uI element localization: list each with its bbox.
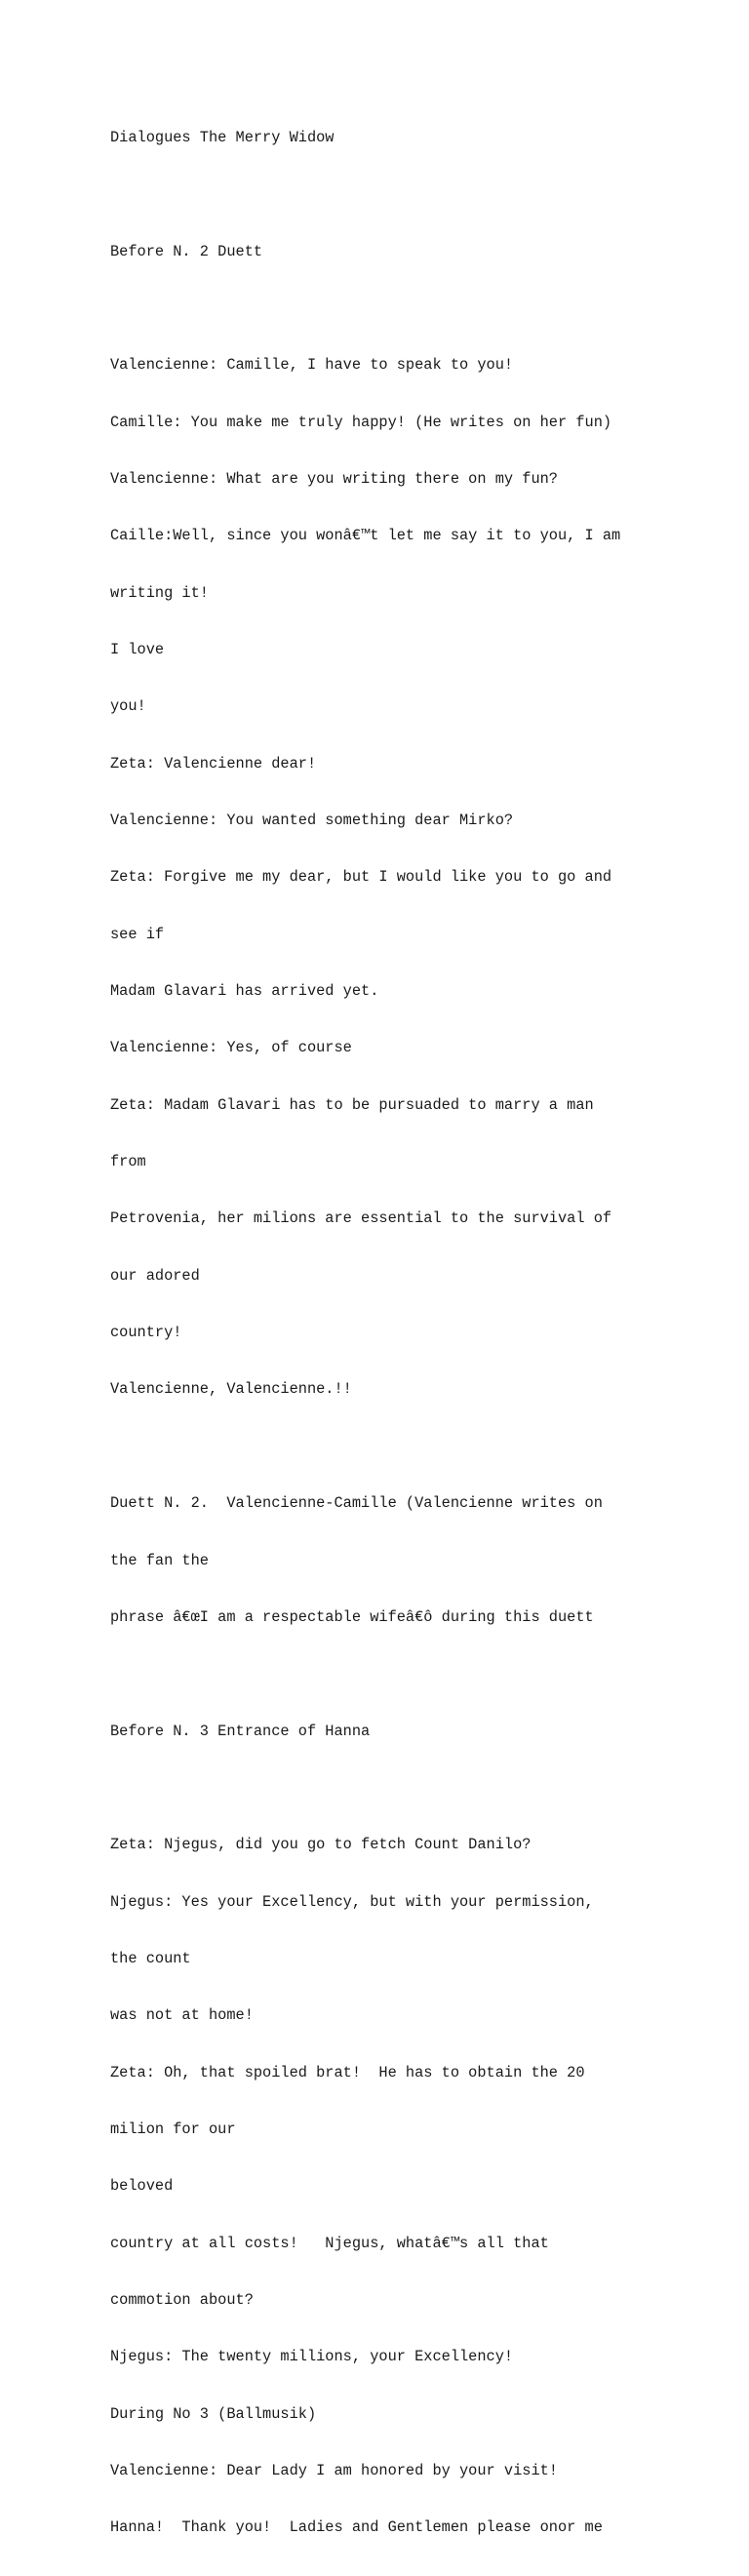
- document-body: [110, 91, 734, 2576]
- dialogue-line: Hanna! Thank you! Ladies and Gentlemen please onor me: [110, 2518, 603, 2537]
- blank-line: [110, 1665, 734, 1684]
- dialogue-line: Zeta: Madam Glavari has to be pursuaded to marry a man: [110, 1095, 594, 1114]
- blank-line: [110, 1438, 734, 1456]
- dialogue-line: Njegus: The twenty millions, your Excellency!: [110, 2348, 514, 2366]
- dialogue-line: Valencienne: Camille, I have to speak to you!: [110, 356, 514, 375]
- dialogue-line: Zeta: Forgive me my dear, but I would like you to go and: [110, 868, 612, 887]
- section-heading: During No 3 (Ballmusik): [110, 2404, 317, 2423]
- dialogue-line: Valencienne: You wanted something dear Mirko?: [110, 812, 514, 830]
- blank-line: [110, 299, 734, 318]
- dialogue-line: phrase â€œI am a respectable wifeâ€ô during this duett: [110, 1607, 594, 1626]
- dialogue-line: country!: [110, 1324, 182, 1342]
- section-heading: Before N. 3 Entrance of Hanna: [110, 1722, 371, 1740]
- dialogue-line: see if: [110, 925, 165, 943]
- dialogue-line: our adored: [110, 1266, 200, 1285]
- dialogue-line: Valencienne, Valencienne.!!: [110, 1380, 352, 1399]
- dialogue-line: Petrovenia, her milions are essential to the survival of: [110, 1209, 612, 1228]
- dialogue-line: Zeta: Oh, that spoiled brat! He has to obtain the 20: [110, 2063, 585, 2081]
- dialogue-line: Zeta: Njegus, did you go to fetch Count Danilo?: [110, 1836, 532, 1854]
- dialogue-line: the fan the: [110, 1551, 209, 1569]
- dialogue-line: from: [110, 1153, 146, 1171]
- dialogue-line: beloved: [110, 2177, 174, 2196]
- dialogue-line: Caille:Well, since you wonâ€™t let me say it to you, I am: [110, 527, 621, 545]
- blank-line: [110, 185, 734, 204]
- dialogue-line: commotion about?: [110, 2290, 254, 2309]
- dialogue-line: Madam Glavari has arrived yet.: [110, 982, 379, 1001]
- dialogue-line: Valencienne: What are you writing there on my fun?: [110, 469, 558, 488]
- blank-line: [110, 1779, 734, 1798]
- dialogue-line: the count: [110, 1949, 191, 1967]
- dialogue-line: country at all costs! Njegus, whatâ€™s all that: [110, 2234, 549, 2252]
- dialogue-line: you!: [110, 697, 146, 716]
- dialogue-line: Njegus: Yes your Excellency, but with your permission,: [110, 1892, 594, 1911]
- dialogue-line: writing it!: [110, 583, 209, 602]
- section-heading: Duett N. 2. Valencienne-Camille (Valencienne writes on: [110, 1494, 603, 1513]
- dialogue-line: Camille: You make me truly happy! (He writes on her fun): [110, 413, 612, 431]
- dialogue-line: milion for our: [110, 2120, 236, 2138]
- section-heading: Before N. 2 Duett: [110, 242, 263, 260]
- dialogue-line: Valencienne: Yes, of course: [110, 1039, 352, 1057]
- dialogue-line: Valencienne: Dear Lady I am honored by your visit!: [110, 2462, 558, 2479]
- document-title: Dialogues The Merry Widow: [110, 128, 335, 146]
- dialogue-line: was not at home!: [110, 2006, 254, 2025]
- dialogue-line: Zeta: Valencienne dear!: [110, 754, 317, 773]
- dialogue-line: I love: [110, 641, 165, 658]
